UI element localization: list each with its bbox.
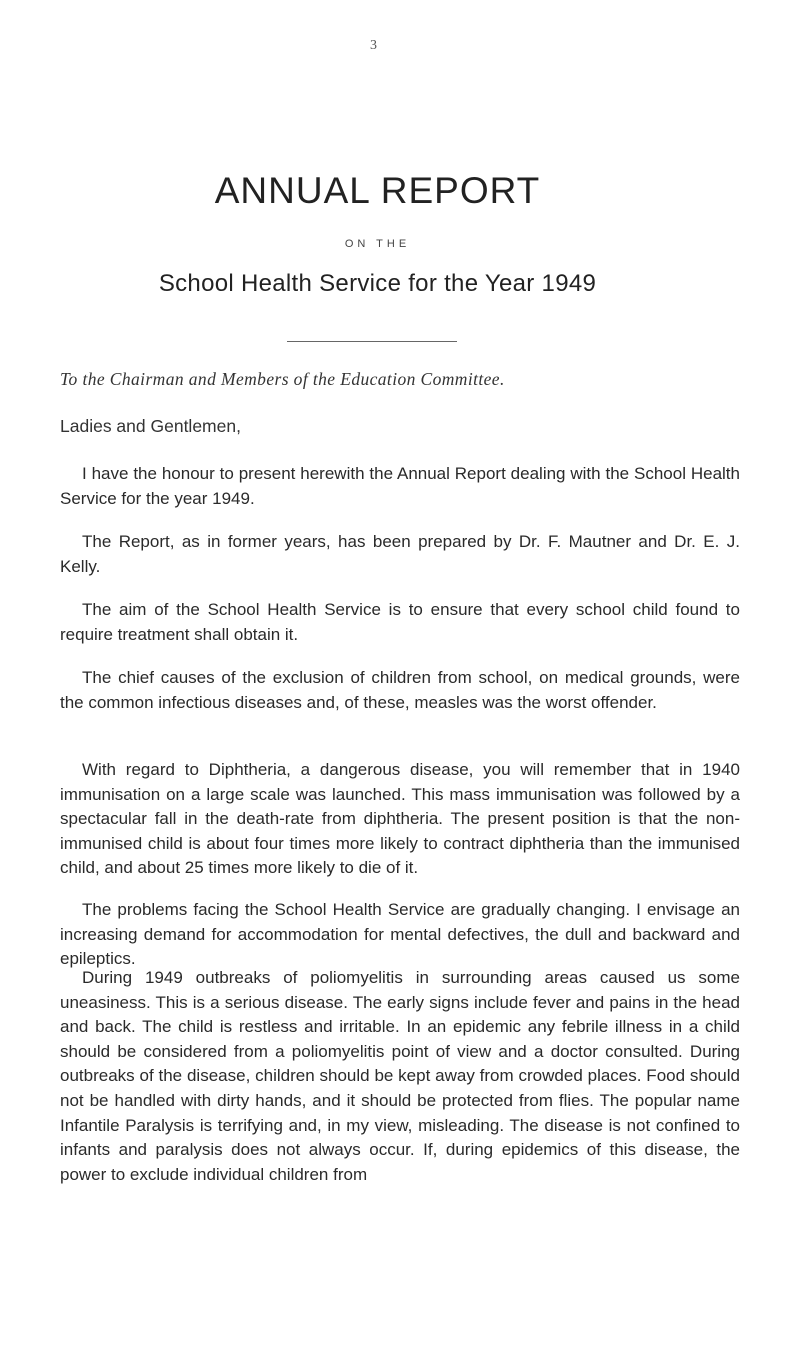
paragraph — [60, 758, 740, 881]
divider-rule — [287, 341, 457, 342]
paragraph — [60, 598, 740, 647]
salutation: To the Chairman and Members of the Education Committee. — [60, 369, 505, 389]
page-mark: 3 — [370, 38, 377, 53]
paragraph — [60, 666, 740, 715]
paragraph — [60, 530, 740, 579]
greeting: Ladies and Gentlemen, — [60, 416, 241, 436]
paragraph-text: With regard to Diphtheria, a dangerous disease, you will remember that in 1940 immunisation on a large scale was launched. This mass immunisation was followed by a spectacular fall in the death-rate from diphtheria. The present position is that the non-immunised child is about four times more likely to contract diphtheria than the immunised child, and about 25 times more likely to die of it. — [60, 760, 740, 878]
paragraph — [60, 462, 740, 511]
paragraph-text: During 1949 outbreaks of poliomyelitis in surrounding areas caused us some uneasiness. This is a serious disease. The early signs include fever and pains in the head and back. The child is restless and irritable. In an epidemic any febrile illness in a child should be considered from a poliomyelitis point of view and a doctor consulted. During outbreaks of the disease, children should be kept away from crowded places. Food should not be handled with dirty hands, and it should be protected from flies. The popular name Infantile Paralysis is terrifying and, in my view, misleading. The disease is not confined to infants and paralysis does not always occur. If, during epidemics of this disease, the power to exclude individual children from — [60, 968, 740, 1184]
paragraph-text: The problems facing the School Health Service are gradually changing. I envisage an increasing demand for accommodation for mental defectives, the dull and backward and epileptics. — [60, 900, 740, 969]
paragraph-text: The aim of the School Health Service is to ensure that every school child found to require treatment shall obtain it. — [60, 600, 740, 644]
service-title: School Health Service for the Year 1949 — [158, 270, 597, 297]
paragraph — [60, 898, 740, 972]
paragraph-text: The chief causes of the exclusion of children from school, on medical grounds, were the common infectious diseases and, of these, measles was the worst offender. — [60, 668, 740, 712]
paragraph-text: I have the honour to present herewith the Annual Report dealing with the School Health Service for the year 1949. — [60, 464, 740, 508]
paragraph — [60, 966, 740, 1187]
report-subtitle: ON THE — [344, 238, 411, 250]
report-title: ANNUAL REPORT — [214, 170, 541, 211]
paragraph-text: The Report, as in former years, has been prepared by Dr. F. Mautner and Dr. E. J. Kelly. — [60, 532, 740, 576]
